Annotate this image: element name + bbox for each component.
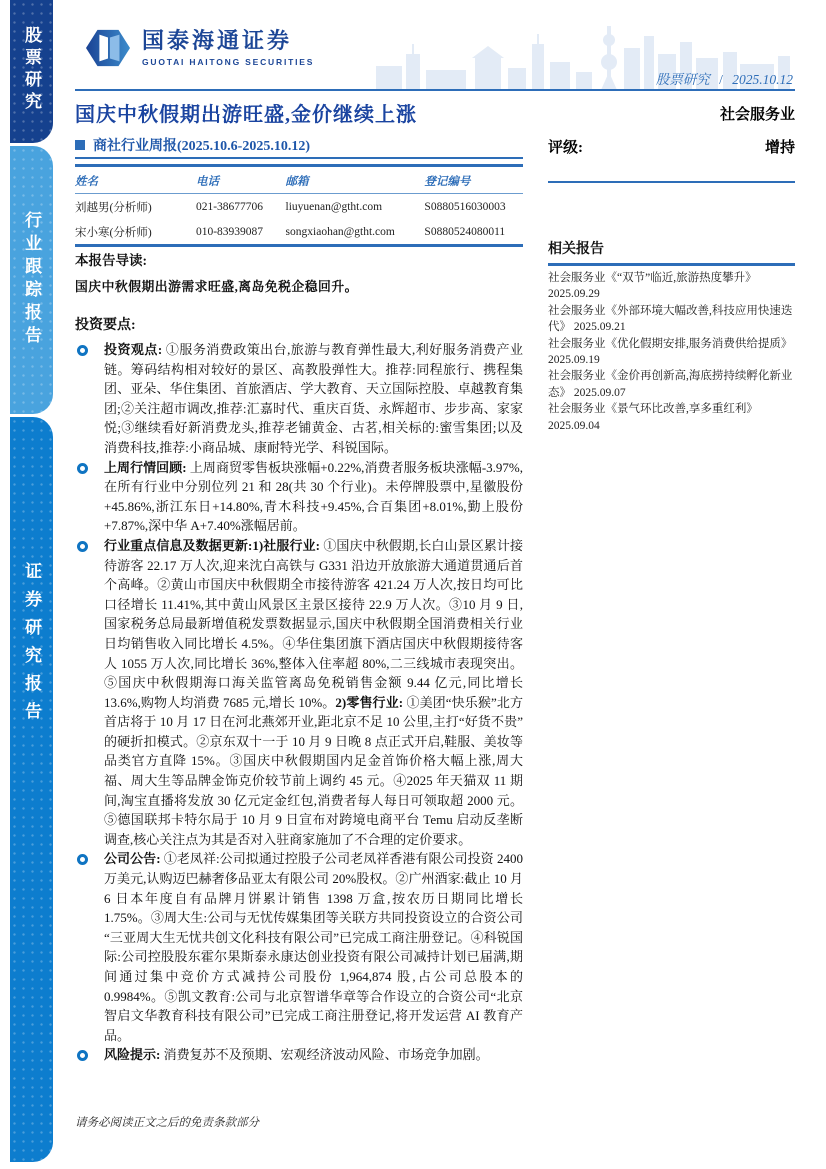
- header-meta: [656, 68, 793, 88]
- key-points-heading: 投资要点:: [75, 318, 136, 333]
- analyst-row: [75, 194, 523, 220]
- key-point-item: [75, 340, 523, 458]
- related-reports: [548, 238, 795, 434]
- sidebar-label-stock-research: 股票研究: [22, 26, 41, 114]
- sidebar-block-securities-research: [10, 417, 53, 1162]
- bullet-pin-icon: [77, 1050, 88, 1061]
- related-report-item: 社会服务业《外部环境大幅改善,科技应用快速迭代》 2025.09.21: [548, 304, 793, 334]
- key-point-label: 上周行情回顾:: [104, 459, 190, 475]
- key-point-item: [75, 849, 523, 1045]
- analyst-cell: 021-38677706: [195, 201, 264, 213]
- key-point-text: ①美团“快乐猴”北方首店将于 10 月 17 日在河北燕郊开业,距北京不足 10 公里,主打“好货不贵”的硬折扣模式。②京东双十一于 10 月 9 日晚 8 点正式开启,鞋服、美妆等品类官方直降 15%。③国庆中秋假期国内足金首饰价格大幅上涨,周大福、周大生等品牌金饰克价较节前上调约 45 元。④2025 年天猫双 11 期间,淘宝直播将发放 30 亿元定金红包,消费者每人每日可领取超 2000 元。⑤德国联邦卡特尔局于 10 月 9 日宣布对跨境电商平台 Temu 启动反垄断调查,核心关注点为其是否对入驻商家施加了不合理的定价要求。: [104, 694, 523, 847]
- sidebar-block-stock-research: [10, 0, 53, 143]
- analyst-cell: S0880524080011: [424, 226, 506, 238]
- analyst-cell: S0880516030003: [424, 201, 506, 213]
- brand-logo-icon: [84, 26, 132, 70]
- analyst-cell: songxiaohan@gtht.com: [285, 226, 395, 238]
- key-point-text: ①老凤祥:公司拟通过控股子公司老凤祥香港有限公司投资 2400 万美元,认购迈巴赫奢侈品亚太有限公司 20%股权。②广州酒家:截止 10 月 6 日本年度自有品牌月饼累计销售 1398 万盒,按农历日期同比增长 1.75%。③周大生:公司与无忧传媒集团等关联方共同投资设立的合资公司“三亚周大生无忧共创文化科技有限公司”已完成工商注册登记。④科锐国际:公司控股股东霍尔果斯泰永康达创业投资有限公司减持计划已届满,期间通过集中竞价方式减持公司股份 1,964,874 股,占公司总股本的 0.9984%。⑤凯文教育:公司与北京智谱华章等合作设立的合资公司“北京智启文华教育科技有限公司”已完成工商注册登记,将开发运营 AI 教育产品。: [104, 851, 523, 1043]
- related-report-item: 社会服务业《优化假期安排,服务消费供给提质》 2025.09.19: [548, 337, 793, 367]
- industry-label: 社会服务业: [719, 107, 795, 123]
- analyst-cell: liuyuenan@gtht.com: [285, 201, 383, 213]
- key-point-label: 公司公告:: [104, 851, 164, 867]
- brand-logo: [84, 26, 314, 70]
- key-point-label: 2)零售行业:: [335, 694, 407, 710]
- guide-heading: 本报告导读:: [75, 253, 147, 268]
- related-report-item: 社会服务业《景气环比改善,享多重红利》 2025.09.04: [548, 403, 758, 432]
- analyst-column-header: 姓名: [75, 167, 196, 194]
- brand-name-en: GUOTAI HAITONG SECURITIES: [142, 56, 315, 67]
- analyst-column-header: 登记编号: [424, 167, 523, 194]
- analyst-cell: 宋小寒(分析师): [75, 227, 152, 239]
- report-date: 2025.10.12: [732, 72, 793, 87]
- related-report-item: 社会服务业《金价再创新高,海底捞持续孵化新业态》 2025.09.07: [548, 370, 793, 399]
- related-reports-heading: 相关报告: [548, 238, 795, 266]
- brand-text: [142, 29, 314, 66]
- square-bullet-icon: [75, 140, 85, 150]
- subtitle-text: 商社行业周报(2025.10.6-2025.10.12): [93, 139, 310, 154]
- report-subtitle: [75, 135, 310, 155]
- analyst-cell: 010-83939087: [195, 226, 264, 238]
- rating-value: 增持: [764, 140, 795, 156]
- bullet-pin-icon: [77, 854, 88, 865]
- analyst-column-header: 邮箱: [286, 167, 425, 194]
- rating-label: 评级:: [548, 140, 583, 156]
- key-point-item: [75, 536, 523, 850]
- key-point-label: 风险提示:: [104, 1047, 164, 1063]
- bullet-pin-icon: [77, 541, 88, 552]
- key-points-list: [75, 340, 523, 1065]
- guide-text: 国庆中秋假期出游需求旺盛,离岛免税企稳回升。: [75, 280, 358, 294]
- sidebar-label-industry-tracking: 行业跟踪报告: [22, 211, 41, 349]
- key-point-item: [75, 458, 523, 536]
- page-title: 国庆中秋假期出游旺盛,金价继续上涨: [75, 104, 417, 126]
- bullet-pin-icon: [77, 345, 88, 356]
- header-divider: [75, 89, 795, 91]
- key-point-text: ①服务消费政策出台,旅游与教育弹性最大,利好服务消费产业链。筹码结构相对较好的景区、高教股弹性大。推荐:同程旅行、携程集团、亚朵、华住集团、首旅酒店、学大教育、天立国际控股、卓越教育集团;②关注超市调改,推荐:汇嘉时代、重庆百货、永辉超市、步步高、家家悦;③继续看好新消费龙头,推荐老铺黄金、古茗,相关标的:蜜雪集团;以及消费科技,推荐:小商品城、康耐特光学、科锐国际。: [104, 342, 523, 455]
- brand-name-cn: 国泰海通证券: [142, 28, 293, 54]
- key-point-text: 消费复苏不及预期、宏观经济波动风险、市场竞争加剧。: [163, 1047, 489, 1063]
- meta-separator: /: [719, 72, 723, 87]
- bullet-pin-icon: [77, 463, 88, 474]
- disclaimer-note: 请务必阅读正文之后的免责条款部分: [75, 1117, 259, 1129]
- analyst-table: [75, 164, 523, 247]
- related-reports-list: [548, 270, 795, 434]
- key-point-item: [75, 1045, 523, 1065]
- subtitle-divider: [75, 157, 523, 159]
- analyst-cell: 刘越男(分析师): [75, 202, 152, 214]
- key-point-label: 投资观点:: [104, 342, 166, 357]
- analyst-row: [75, 219, 523, 244]
- analyst-table-header: [75, 167, 523, 194]
- sidebar-block-industry-tracking: [10, 146, 53, 414]
- key-point-text: 上周商贸零售板块涨幅+0.22%,消费者服务板块涨幅-3.97%,在所有行业中分别位列 21 和 28(共 30 个行业)。未停牌股票中,星徽股份+45.86%,浙江东日+14.80%,青木科技+9.45%,合百集团+8.01%,勤上股份+7.87%,深中华 A+7.40%涨幅居前。: [104, 459, 523, 534]
- key-point-text: ①国庆中秋假期,长白山景区累计接待游客 22.17 万人次,迎来沈白高铁与 G331 沿边开放旅游大通道贯通后首个高峰。②黄山市国庆中秋假期全市接待游客 421.24 万人次,按日均可比口径增长 11.41%,其中黄山风景区主景区接待 22.9 万人次。③10 月 9 日,国家税务总局最新增值税发票数据显示,国庆中秋假期全国消费相关行业日均销售收入同比增长 4.5%。④华住集团旗下酒店国庆中秋假期接待客人 1055 万人次,同比增长 36%,整体入住率超 80%,二三线城市表现突出。⑤国庆中秋假期海口海关监管离岛免税销售金额 9.44 亿元,同比增长 13.6%,购物人均消费 7685 元,增长 10%。: [104, 537, 523, 710]
- report-category: 股票研究: [655, 72, 710, 87]
- rating-row: [548, 136, 795, 157]
- sidebar-label-securities-research: 证券研究报告: [22, 562, 41, 730]
- rating-divider: [548, 181, 795, 183]
- related-report-item: 社会服务业《“双节”临近,旅游热度攀升》 2025.09.29: [548, 272, 757, 301]
- analyst-column-header: 电话: [196, 167, 286, 194]
- key-point-label: 行业重点信息及数据更新:1)社服行业:: [104, 537, 324, 553]
